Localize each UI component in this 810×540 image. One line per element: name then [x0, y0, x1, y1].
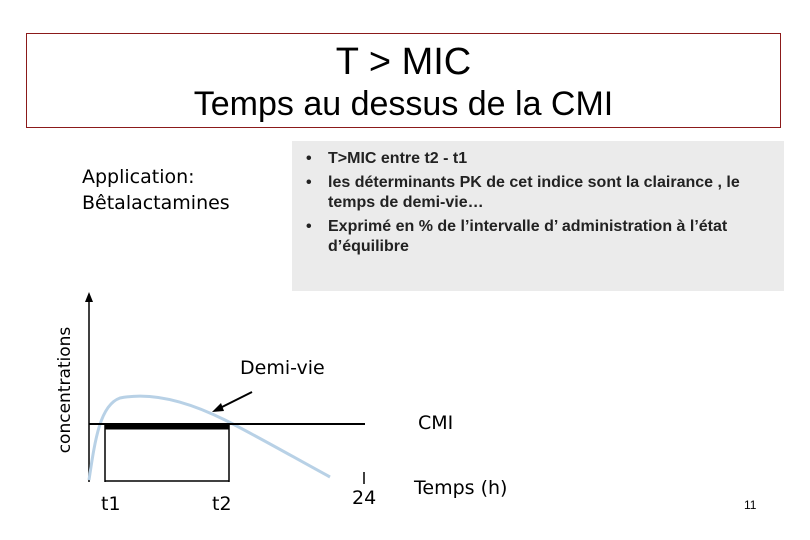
application-line-2: Bêtalactamines	[82, 192, 230, 214]
info-bullet: • les déterminants PK de cet indice sont la clairance , le temps de demi-vie…	[302, 173, 778, 213]
x-tick-24-label: 24	[352, 487, 377, 509]
application-line-1: Application:	[82, 166, 195, 188]
concentration-curve	[89, 396, 330, 480]
mic-label: CMI	[418, 412, 454, 434]
y-axis-arrow	[85, 292, 93, 302]
page-number: 11	[744, 498, 757, 512]
slide-title: T > MIC	[335, 41, 472, 83]
half-life-arrow	[218, 392, 252, 409]
t2-label: t2	[212, 493, 232, 515]
x-axis-label: Temps (h)	[414, 477, 508, 499]
slide-subtitle: Temps au dessus de la CMI	[193, 85, 614, 123]
info-bullet: • T>MIC entre t2 - t1	[302, 149, 778, 169]
t1-label: t1	[101, 493, 121, 515]
y-axis-label: concentrations	[55, 326, 75, 454]
info-bullet: • Exprimé en % de l’intervalle d’ administration à l’état d’équilibre	[302, 217, 778, 257]
half-life-label: Demi-vie	[240, 357, 325, 379]
half-life-arrowhead	[212, 403, 224, 412]
